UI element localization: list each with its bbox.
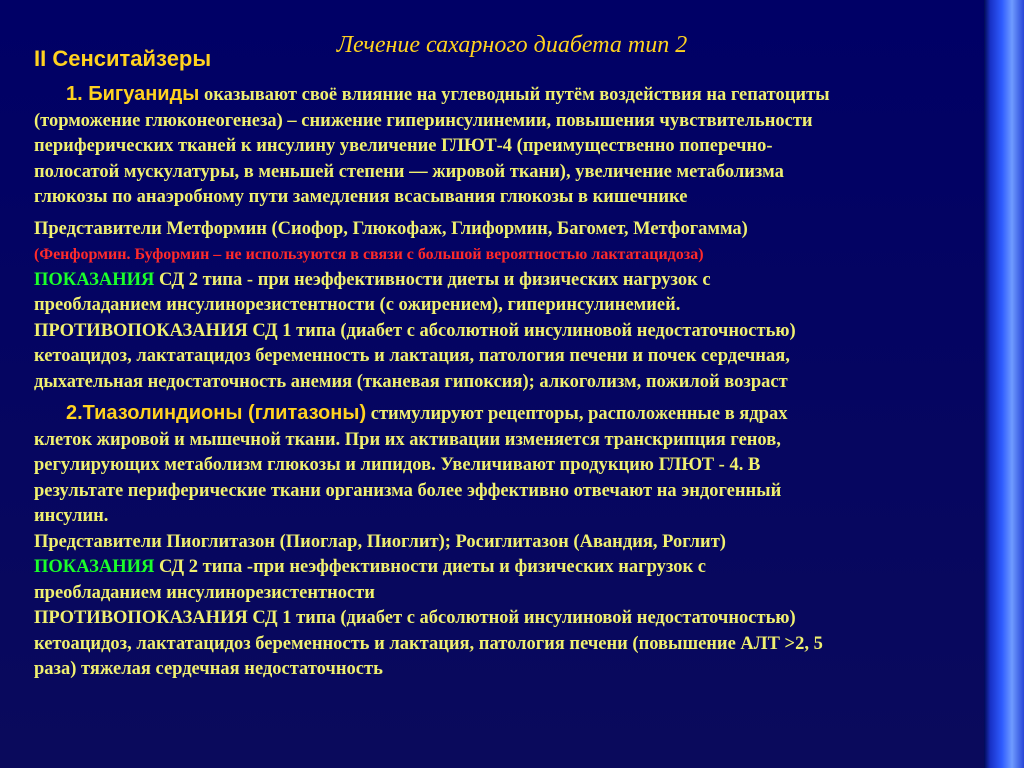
glitazones-intro bbox=[34, 401, 1016, 428]
biguanides-line-4: полосатой мускулатуры, в меньшей степени — жировой ткани), увеличение метаболизма bbox=[34, 161, 784, 182]
slide-title: Лечение сахарного диабета тип 2 bbox=[336, 32, 688, 58]
glitazones-line-1: стимулируют рецепторы, расположенные в ядрах bbox=[366, 404, 788, 424]
section-heading: II Сенситайзеры bbox=[34, 46, 212, 71]
biguanides-heading: 1. Бигуаниды bbox=[66, 83, 200, 105]
glitazones-heading: 2.Тиазолиндионы (глитазоны) bbox=[66, 402, 367, 424]
glitazones-line-4: результате периферические ткани организма более эффективно отвечают на эндогенный bbox=[34, 480, 782, 501]
biguanides-indications-line-2: преобладанием инсулинорезистентности (с ожирением), гиперинсулинемией. bbox=[34, 295, 681, 315]
glitazones-line-2: клеток жировой и мышечной ткани. При их активации изменяется транскрипция генов, bbox=[34, 429, 781, 450]
biguanides-note: (Фенформин. Буформин – не используются в связи с большой вероятностью лактатацидоза) bbox=[34, 246, 704, 263]
biguanides-contra-line-2: кетоацидоз, лактатацидоз беременность и лактация, патология печени и почек сердечная, bbox=[34, 346, 790, 366]
glitazones-contra-line-1: ПРОТИВОПОКАЗАНИЯ СД 1 типа (диабет с абсолютной инсулиновой недостаточностью) bbox=[34, 608, 796, 628]
glitazones-line-5: инсулин. bbox=[34, 506, 109, 526]
biguanides-indications-line-1: СД 2 типа - при неэффективности диеты и физических нагрузок с bbox=[154, 269, 711, 290]
indications-label: ПОКАЗАНИЯ bbox=[34, 557, 155, 577]
biguanides-line-5: глюкозы по анаэробному пути замедления всасывания глюкозы в кишечнике bbox=[34, 187, 688, 207]
biguanides-line-1: оказывают своё влияние на углеводный путём воздействия на гепатоциты bbox=[199, 85, 830, 105]
biguanides-representatives: Представители Метформин (Сиофор, Глюкофаж, Глиформин, Багомет, Метфогамма) bbox=[34, 218, 748, 239]
biguanides-intro bbox=[34, 82, 1016, 109]
biguanides-line-2: (торможение глюконеогенеза) – снижение гиперинсулинемии, повышения чувствительности bbox=[34, 110, 813, 131]
indications-label: ПОКАЗАНИЯ bbox=[34, 269, 155, 290]
glitazones-indications bbox=[34, 555, 1016, 581]
biguanides-contra-line-1: ПРОТИВОПОКАЗАНИЯ СД 1 типа (диабет с абсолютной инсулиновой недостаточностью) bbox=[34, 320, 796, 341]
glitazones-indications-line-2: преобладанием инсулинорезистентности bbox=[34, 582, 375, 603]
glitazones-contra-line-3: раза) тяжелая сердечная недостаточность bbox=[34, 659, 383, 679]
glitazones-line-3: регулирующих метаболизм глюкозы и липидов. Увеличивают продукцию ГЛЮТ - 4. В bbox=[34, 455, 761, 475]
biguanides-line-3: периферических тканей к инсулину увеличение ГЛЮТ-4 (преимущественно поперечно- bbox=[34, 136, 773, 156]
biguanides-contra-line-3: дыхательная недостаточность анемия (тканевая гипоксия); алкоголизм, пожилой возраст bbox=[34, 371, 788, 392]
glitazones-contra-line-2: кетоацидоз, лактатацидоз беременность и лактация, патология печени (повышение АЛТ >2, 5 bbox=[34, 633, 823, 654]
slide-body bbox=[34, 82, 1016, 683]
biguanides-indications bbox=[34, 268, 1016, 294]
glitazones-representatives: Представители Пиоглитазон (Пиоглар, Пиоглит); Росиглитазон (Авандия, Роглит) bbox=[34, 531, 726, 552]
glitazones-indications-line-1: СД 2 типа -при неэффективности диеты и физических нагрузок с bbox=[154, 557, 706, 577]
